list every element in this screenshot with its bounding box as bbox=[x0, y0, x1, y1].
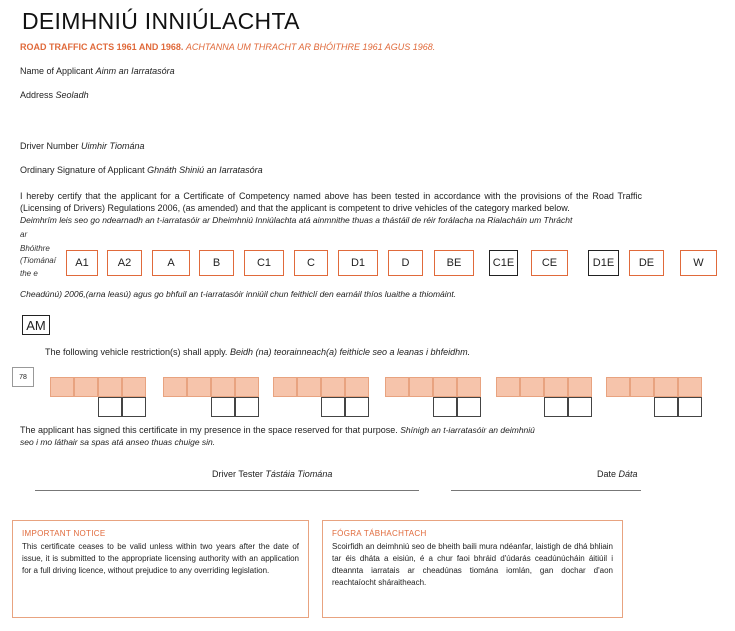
restriction-cell[interactable] bbox=[385, 377, 409, 397]
category-box-d1[interactable]: D1 bbox=[338, 250, 378, 276]
certification-text-ga-continued: Cheadúnú) 2006,(arna leasú) agus go bhfuil an t-iarratasóir inniúil chun feithiclí den earnáil thíos luaithe a thiomáint. bbox=[20, 289, 457, 299]
category-box-d[interactable]: D bbox=[388, 250, 423, 276]
category-box-ce[interactable]: CE bbox=[531, 250, 568, 276]
restriction-subcell[interactable] bbox=[122, 397, 146, 417]
driver-number-field[interactable] bbox=[20, 141, 144, 151]
applicant-name-field[interactable] bbox=[20, 66, 175, 76]
restriction-cell[interactable] bbox=[235, 377, 259, 397]
restriction-cell[interactable] bbox=[496, 377, 520, 397]
signature-label-en: Ordinary Signature of Applicant bbox=[20, 165, 145, 175]
fogra-notice-text: Scoirfidh an deimhniú seo de bheith baili mura ndéanfar, laistigh de dhá bhliain tar éis dháta a eisiún, é a chur faoi bhráid d'údarás ceadúnúcháin áitiúil i dteannta iarratais ar cheadúnas tiomána iomlán, gan dochar d'aon reachtaíocht sháraitheach. bbox=[332, 542, 613, 587]
restriction-cell[interactable] bbox=[568, 377, 592, 397]
restriction-subcell[interactable] bbox=[211, 397, 235, 417]
cert-ga-or: ar bbox=[20, 230, 28, 239]
restriction-subcell[interactable] bbox=[568, 397, 592, 417]
name-label-en: Name of Applicant bbox=[20, 66, 94, 76]
restriction-cell[interactable] bbox=[50, 377, 74, 397]
restriction-cell[interactable] bbox=[187, 377, 211, 397]
restriction-cell[interactable] bbox=[122, 377, 146, 397]
form-subtitle bbox=[20, 42, 435, 52]
restriction-cell[interactable] bbox=[297, 377, 321, 397]
category-box-am[interactable]: AM bbox=[22, 315, 50, 335]
tester-label-en: Driver Tester bbox=[212, 469, 263, 479]
restriction-cell[interactable] bbox=[98, 377, 122, 397]
subtitle-ga: ACHTANNA UM THRACHT AR BHÓITHRE 1961 AGUS 1968. bbox=[185, 42, 436, 52]
driver-number-label-ga: Uimhir Tiomána bbox=[81, 141, 145, 151]
restriction-cell[interactable] bbox=[321, 377, 345, 397]
category-box-a[interactable]: A bbox=[152, 250, 190, 276]
form-title: DEIMHNIÚ INNIÚLACHTA bbox=[22, 8, 300, 34]
restriction-cell[interactable] bbox=[678, 377, 702, 397]
restriction-cell[interactable] bbox=[654, 377, 678, 397]
date-label bbox=[597, 469, 638, 479]
category-box-b[interactable]: B bbox=[199, 250, 234, 276]
signed-statement-ga: Shínigh an t-iarratasóir an deimhniú seo i mo láthair sa spas atá anseo thuas chuige sin. bbox=[20, 425, 535, 447]
address-field[interactable] bbox=[20, 90, 89, 100]
restriction-subcell[interactable] bbox=[235, 397, 259, 417]
restrictions-text-ga: Beidh (na) teorainneach(a) feithicle seo a leanas i bhfeidhm. bbox=[229, 347, 471, 357]
category-box-d1e[interactable]: D1E bbox=[588, 250, 619, 276]
restriction-subcell[interactable] bbox=[678, 397, 702, 417]
restriction-cell[interactable] bbox=[630, 377, 654, 397]
category-box-de[interactable]: DE bbox=[629, 250, 664, 276]
restriction-cell[interactable] bbox=[409, 377, 433, 397]
signed-statement bbox=[20, 424, 540, 448]
category-box-c1e[interactable]: C1E bbox=[489, 250, 518, 276]
subtitle-en: ROAD TRAFFIC ACTS 1961 AND 1968. bbox=[20, 42, 184, 52]
fogra-notice-heading: FÓGRA TÁBHACHTACH bbox=[332, 529, 427, 538]
cert-ga-tiomanai: (Tiománaí bbox=[20, 256, 56, 265]
restriction-subcell[interactable] bbox=[345, 397, 369, 417]
cert-ga-the: the e bbox=[20, 269, 38, 278]
date-label-ga: Dáta bbox=[618, 469, 638, 479]
restriction-cell[interactable] bbox=[433, 377, 457, 397]
signature-field[interactable] bbox=[20, 165, 263, 175]
important-notice-box bbox=[12, 520, 309, 618]
restriction-subcell[interactable] bbox=[654, 397, 678, 417]
name-label-ga: Ainm an Iarratasóra bbox=[95, 66, 175, 76]
fogra-notice-box bbox=[322, 520, 623, 618]
tester-label-ga: Tástáia Tiomána bbox=[265, 469, 333, 479]
category-box-a1[interactable]: A1 bbox=[66, 250, 98, 276]
address-label-ga: Seoladh bbox=[55, 90, 89, 100]
restriction-cell[interactable] bbox=[457, 377, 481, 397]
restriction-code-box[interactable]: 78 bbox=[12, 367, 34, 387]
restriction-cell[interactable] bbox=[163, 377, 187, 397]
restriction-subcell[interactable] bbox=[98, 397, 122, 417]
signed-statement-en: The applicant has signed this certificate in my presence in the space reserved for that purpose. bbox=[20, 425, 398, 435]
signature-label-ga: Ghnáth Shiniú an Iarratasóra bbox=[147, 165, 263, 175]
certification-text-en: I hereby certify that the applicant for a Certificate of Competency named above has been tested in accordance with the provisions of the Road Traffic (Licensing of Drivers) Regulations 2006, (as amended) and that the applicant is competent to drive vehicles of the category marked below. bbox=[20, 191, 642, 213]
restriction-subcell[interactable] bbox=[433, 397, 457, 417]
restriction-subcell[interactable] bbox=[321, 397, 345, 417]
tester-signature-line[interactable] bbox=[35, 490, 419, 491]
category-box-w[interactable]: W bbox=[680, 250, 717, 276]
category-box-c1[interactable]: C1 bbox=[244, 250, 284, 276]
driver-number-label-en: Driver Number bbox=[20, 141, 79, 151]
address-label-en: Address bbox=[20, 90, 54, 100]
important-notice-text: This certificate ceases to be valid unless within two years after the date of issue, it is submitted to the appropriate licensing authority with an application for a full driving licence, without prejudice to any overriding legislation. bbox=[22, 542, 299, 575]
cert-ga-bhoithre: Bhóithre bbox=[20, 244, 50, 253]
restriction-cell[interactable] bbox=[74, 377, 98, 397]
category-box-a2[interactable]: A2 bbox=[107, 250, 142, 276]
restriction-cell[interactable] bbox=[345, 377, 369, 397]
restriction-cell[interactable] bbox=[273, 377, 297, 397]
category-box-be[interactable]: BE bbox=[434, 250, 474, 276]
restriction-subcell[interactable] bbox=[457, 397, 481, 417]
date-label-en: Date bbox=[597, 469, 617, 479]
driver-tester-label bbox=[212, 469, 332, 479]
restriction-cell[interactable] bbox=[520, 377, 544, 397]
restriction-subcell[interactable] bbox=[544, 397, 568, 417]
important-notice-heading: IMPORTANT NOTICE bbox=[22, 529, 106, 538]
restriction-cell[interactable] bbox=[544, 377, 568, 397]
restriction-cell[interactable] bbox=[606, 377, 630, 397]
certification-text-ga: Deimhrím leis seo go ndearnadh an t-iarratasóir ar Dheimhniú Inniúlachta atá ainmnithe thuas a thástáil de réir forálacha na Rialacháin um Thrácht bbox=[20, 215, 573, 225]
restriction-cell[interactable] bbox=[211, 377, 235, 397]
restrictions-text-en: The following vehicle restriction(s) shall apply. bbox=[45, 347, 228, 357]
category-box-c[interactable]: C bbox=[294, 250, 328, 276]
date-signature-line[interactable] bbox=[451, 490, 641, 491]
restrictions-text bbox=[45, 347, 470, 357]
